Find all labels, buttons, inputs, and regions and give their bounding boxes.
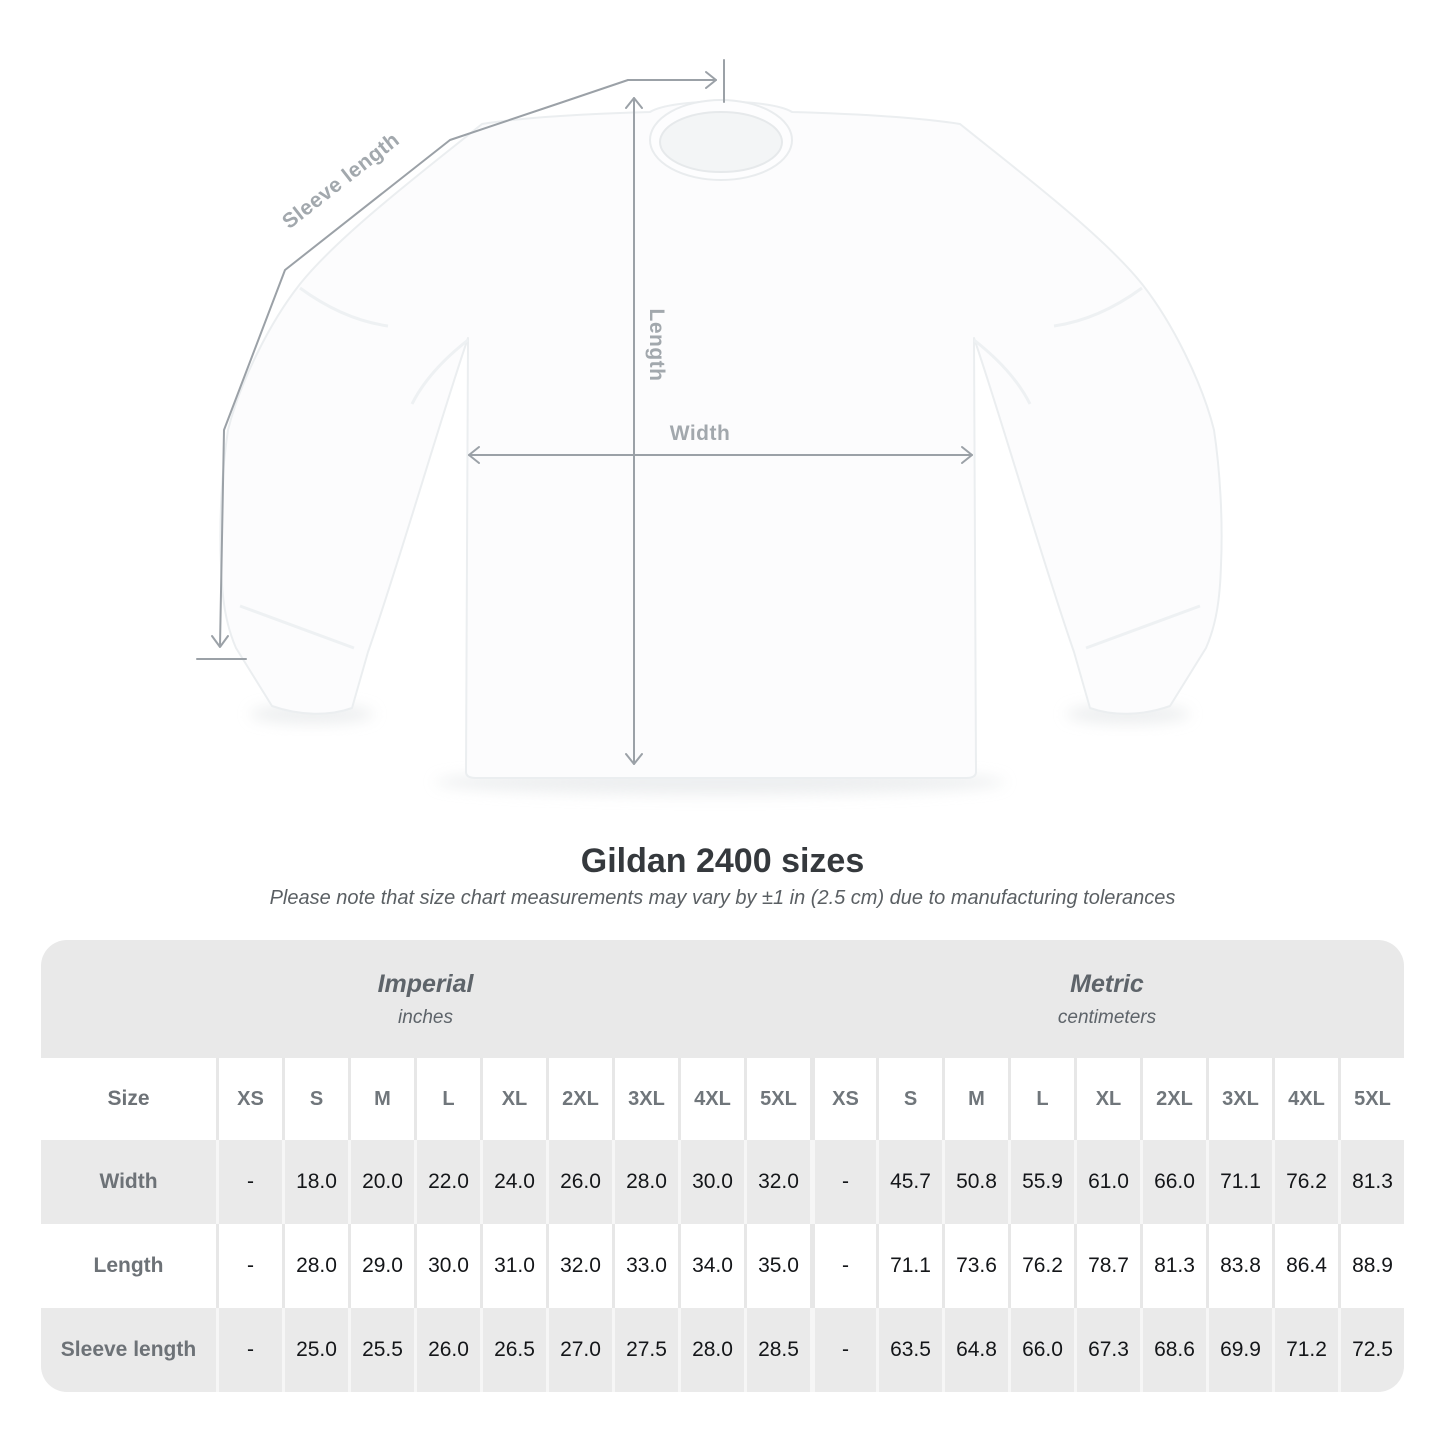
length-metric-s: 71.1 <box>876 1224 942 1308</box>
width-imperial-xl: 24.0 <box>480 1140 546 1224</box>
sleeve-length-imperial-s: 25.0 <box>282 1308 348 1392</box>
size-header-imperial-l: L <box>414 1058 480 1140</box>
width-metric-2xl: 66.0 <box>1140 1140 1206 1224</box>
width-imperial-5xl: 32.0 <box>744 1140 810 1224</box>
length-imperial-5xl: 35.0 <box>744 1224 810 1308</box>
row-label-sleeve-length: Sleeve length <box>41 1308 216 1392</box>
sleeve-length-metric-l: 66.0 <box>1008 1308 1074 1392</box>
length-metric-4xl: 86.4 <box>1272 1224 1338 1308</box>
size-header-metric-xs: XS <box>810 1058 876 1140</box>
length-imperial-4xl: 34.0 <box>678 1224 744 1308</box>
width-imperial-s: 18.0 <box>282 1140 348 1224</box>
length-label: Length <box>645 308 668 382</box>
size-table <box>41 940 1404 1392</box>
sleeve-length-metric-s: 63.5 <box>876 1308 942 1392</box>
size-header-imperial-3xl: 3XL <box>612 1058 678 1140</box>
imperial-header-label: Imperial <box>377 969 474 998</box>
length-metric-m: 73.6 <box>942 1224 1008 1308</box>
size-header-metric-xl: XL <box>1074 1058 1140 1140</box>
size-header-imperial-m: M <box>348 1058 414 1140</box>
metric-header-unit: centimeters <box>1057 1006 1157 1028</box>
page-subtitle: Please note that size chart measurements may vary by ±1 in (2.5 cm) due to manufacturing tolerances <box>269 887 1176 909</box>
width-imperial-4xl: 30.0 <box>678 1140 744 1224</box>
sleeve-length-metric-m: 64.8 <box>942 1308 1008 1392</box>
sleeve-length-imperial-5xl: 28.5 <box>744 1308 810 1392</box>
length-metric-l: 76.2 <box>1008 1224 1074 1308</box>
width-metric-xs: - <box>810 1140 876 1224</box>
width-label: Width <box>669 422 731 445</box>
width-metric-s: 45.7 <box>876 1140 942 1224</box>
sleeve-length-metric-4xl: 71.2 <box>1272 1308 1338 1392</box>
width-metric-l: 55.9 <box>1008 1140 1074 1224</box>
length-metric-5xl: 88.9 <box>1338 1224 1404 1308</box>
size-header-imperial-xl: XL <box>480 1058 546 1140</box>
length-imperial-l: 30.0 <box>414 1224 480 1308</box>
sleeve-length-metric-xl: 67.3 <box>1074 1308 1140 1392</box>
sleeve-length-imperial-2xl: 27.0 <box>546 1308 612 1392</box>
length-metric-2xl: 81.3 <box>1140 1224 1206 1308</box>
sleeve-length-imperial-3xl: 27.5 <box>612 1308 678 1392</box>
length-imperial-m: 29.0 <box>348 1224 414 1308</box>
sleeve-length-imperial-4xl: 28.0 <box>678 1308 744 1392</box>
size-header-metric-m: M <box>942 1058 1008 1140</box>
size-header-imperial-5xl: 5XL <box>744 1058 810 1140</box>
length-imperial-3xl: 33.0 <box>612 1224 678 1308</box>
length-imperial-xs: - <box>216 1224 282 1308</box>
sleeve-length-imperial-xs: - <box>216 1308 282 1392</box>
width-imperial-xs: - <box>216 1140 282 1224</box>
sleeve-length-metric-xs: - <box>810 1308 876 1392</box>
size-header-imperial-2xl: 2XL <box>546 1058 612 1140</box>
width-metric-5xl: 81.3 <box>1338 1140 1404 1224</box>
size-header-metric-l: L <box>1008 1058 1074 1140</box>
width-imperial-m: 20.0 <box>348 1140 414 1224</box>
length-imperial-s: 28.0 <box>282 1224 348 1308</box>
length-metric-3xl: 83.8 <box>1206 1224 1272 1308</box>
size-header-metric-3xl: 3XL <box>1206 1058 1272 1140</box>
sleeve-length-label: Sleeve length <box>278 128 404 234</box>
width-metric-4xl: 76.2 <box>1272 1140 1338 1224</box>
row-label-length: Length <box>41 1224 216 1308</box>
sleeve-length-imperial-l: 26.0 <box>414 1308 480 1392</box>
length-metric-xs: - <box>810 1224 876 1308</box>
size-header-imperial-xs: XS <box>216 1058 282 1140</box>
size-header-metric-2xl: 2XL <box>1140 1058 1206 1140</box>
size-header-imperial-4xl: 4XL <box>678 1058 744 1140</box>
sleeve-length-imperial-m: 25.5 <box>348 1308 414 1392</box>
length-metric-xl: 78.7 <box>1074 1224 1140 1308</box>
page-title: Gildan 2400 sizes <box>580 842 865 880</box>
size-header-metric-4xl: 4XL <box>1272 1058 1338 1140</box>
width-metric-m: 50.8 <box>942 1140 1008 1224</box>
width-imperial-3xl: 28.0 <box>612 1140 678 1224</box>
length-imperial-2xl: 32.0 <box>546 1224 612 1308</box>
size-header-imperial-s: S <box>282 1058 348 1140</box>
size-header-metric-s: S <box>876 1058 942 1140</box>
imperial-header-unit: inches <box>398 1006 453 1028</box>
sleeve-length-metric-5xl: 72.5 <box>1338 1308 1404 1392</box>
collar-opening <box>660 112 782 172</box>
metric-header <box>810 940 1404 1058</box>
size-column-header: Size <box>41 1058 216 1140</box>
width-metric-xl: 61.0 <box>1074 1140 1140 1224</box>
length-imperial-xl: 31.0 <box>480 1224 546 1308</box>
metric-header-label: Metric <box>1070 969 1144 998</box>
row-label-width: Width <box>41 1140 216 1224</box>
imperial-header <box>41 940 810 1058</box>
width-imperial-2xl: 26.0 <box>546 1140 612 1224</box>
size-header-metric-5xl: 5XL <box>1338 1058 1404 1140</box>
width-imperial-l: 22.0 <box>414 1140 480 1224</box>
sleeve-length-imperial-xl: 26.5 <box>480 1308 546 1392</box>
sleeve-length-metric-2xl: 68.6 <box>1140 1308 1206 1392</box>
sleeve-length-metric-3xl: 69.9 <box>1206 1308 1272 1392</box>
width-metric-3xl: 71.1 <box>1206 1140 1272 1224</box>
